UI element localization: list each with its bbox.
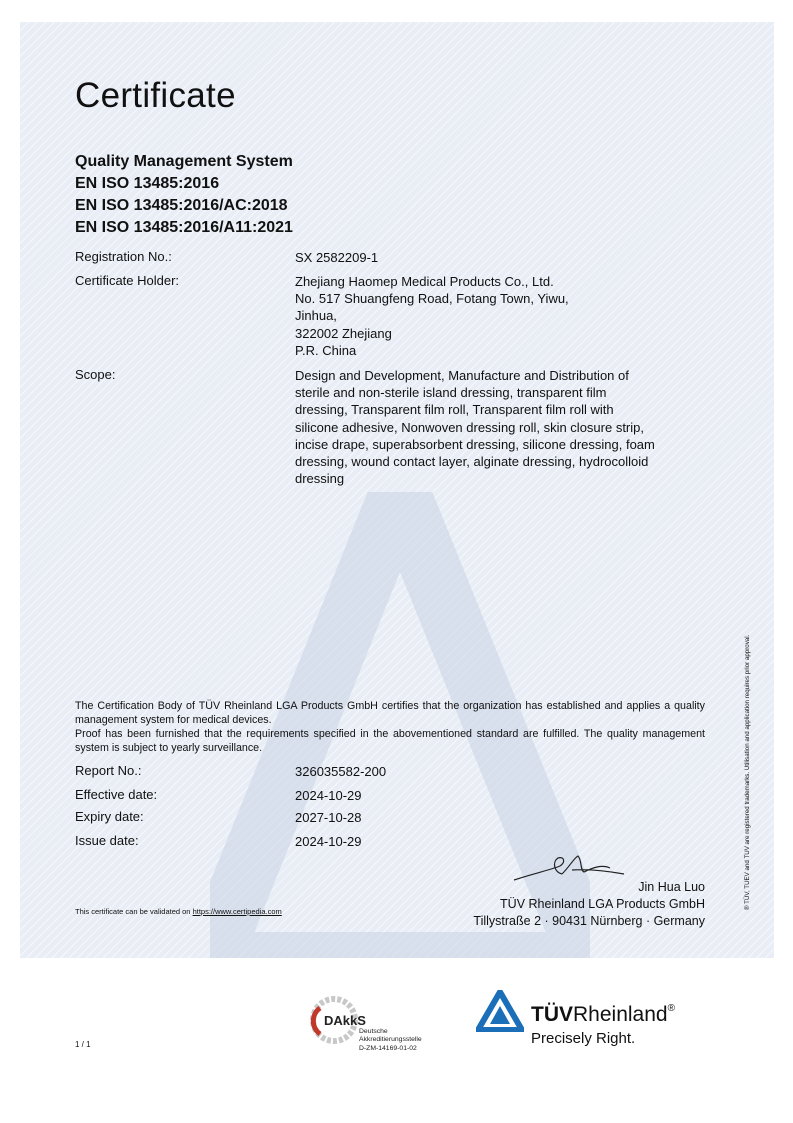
tuv-name-bold: TÜV bbox=[531, 1003, 573, 1026]
tuv-name-rest: Rheinland bbox=[573, 1003, 668, 1026]
holder-line: P.R. China bbox=[295, 342, 357, 358]
registration-value: SX 2582209-1 bbox=[295, 250, 379, 265]
signatory-address: Tillystraße 2 · 90431 Nürnberg · Germany bbox=[473, 914, 705, 928]
issue-value: 2024-10-29 bbox=[295, 834, 362, 849]
scope-line: dressing, wound contact layer, alginate dressing, hydrocolloid bbox=[295, 454, 649, 470]
holder-address bbox=[295, 273, 569, 359]
holder-line: Zhejiang Haomep Medical Products Co., Ltd. bbox=[295, 274, 554, 289]
holder-line: 322002 Zhejiang bbox=[295, 325, 392, 341]
dakks-line: Akkreditierungsstelle bbox=[359, 1036, 422, 1044]
report-value: 326035582-200 bbox=[295, 764, 387, 779]
holder-line: Jinhua, bbox=[295, 308, 337, 324]
proof-statement: Proof has been furnished that the requirements specified in the abovementioned standard are fulfilled. The quality management system is subject to yearly surveillance. bbox=[75, 728, 705, 754]
dakks-line: Deutsche bbox=[359, 1028, 388, 1035]
registration-label: Registration No.: bbox=[75, 249, 172, 264]
effective-label: Effective date: bbox=[75, 787, 158, 802]
signatory-block bbox=[473, 879, 705, 930]
standard-iso-a11: EN ISO 13485:2016/A11:2021 bbox=[75, 219, 293, 236]
signatory-name: Jin Hua Luo bbox=[638, 880, 705, 894]
scope-line: dressing, Transparent film roll, Transparent film roll with bbox=[295, 402, 614, 418]
expiry-label: Expiry date: bbox=[75, 809, 144, 824]
scope-line: dressing bbox=[295, 471, 345, 487]
report-label: Report No.: bbox=[75, 763, 142, 778]
holder-line: No. 517 Shuangfeng Road, Fotang Town, Yiwu, bbox=[295, 291, 569, 307]
standard-iso-ac: EN ISO 13485:2016/AC:2018 bbox=[75, 197, 288, 214]
validation-text: This certificate can be validated on bbox=[75, 907, 193, 916]
issue-label: Issue date: bbox=[75, 833, 139, 848]
page-number: 1 / 1 bbox=[75, 1040, 91, 1049]
validation-note bbox=[75, 907, 282, 916]
scope-text bbox=[295, 367, 655, 487]
tuv-wordmark bbox=[531, 1003, 675, 1027]
registered-mark: ® bbox=[667, 1003, 675, 1014]
holder-label: Certificate Holder: bbox=[75, 273, 180, 288]
tuv-triangle-icon bbox=[476, 990, 524, 1032]
standard-iso-2016: EN ISO 13485:2016 bbox=[75, 175, 220, 192]
scope-line: silicone adhesive, Nonwoven dressing roll, skin closure strip, bbox=[295, 419, 644, 435]
dakks-line: D-ZM-14169-01-02 bbox=[359, 1044, 417, 1052]
effective-value: 2024-10-29 bbox=[295, 788, 362, 803]
scope-line: sterile and non-sterile island dressing, transparent film bbox=[295, 385, 607, 401]
tuv-slogan: Precisely Right. bbox=[531, 1030, 636, 1047]
standard-qms: Quality Management System bbox=[75, 153, 293, 170]
validation-link[interactable]: https://www.certipedia.com bbox=[192, 907, 282, 916]
scope-line: incise drape, superabsorbent dressing, silicone dressing, foam bbox=[295, 436, 655, 452]
trademark-side-note: ® TÜV, TUEV and TUV are registered trademarks. Utilisation and application requires prior approval. bbox=[744, 634, 751, 910]
certification-statement: The Certification Body of TÜV Rheinland LGA Products GmbH certifies that the organization has established and applies a quality management system for medical devices. bbox=[75, 700, 705, 726]
certificate-title: Certificate bbox=[75, 76, 236, 115]
dakks-name: DAkkS bbox=[324, 1013, 366, 1028]
signatory-company: TÜV Rheinland LGA Products GmbH bbox=[500, 897, 705, 911]
expiry-value: 2027-10-28 bbox=[295, 810, 362, 825]
scope-label: Scope: bbox=[75, 367, 116, 382]
scope-line: Design and Development, Manufacture and Distribution of bbox=[295, 368, 629, 383]
dakks-details bbox=[359, 1028, 422, 1053]
